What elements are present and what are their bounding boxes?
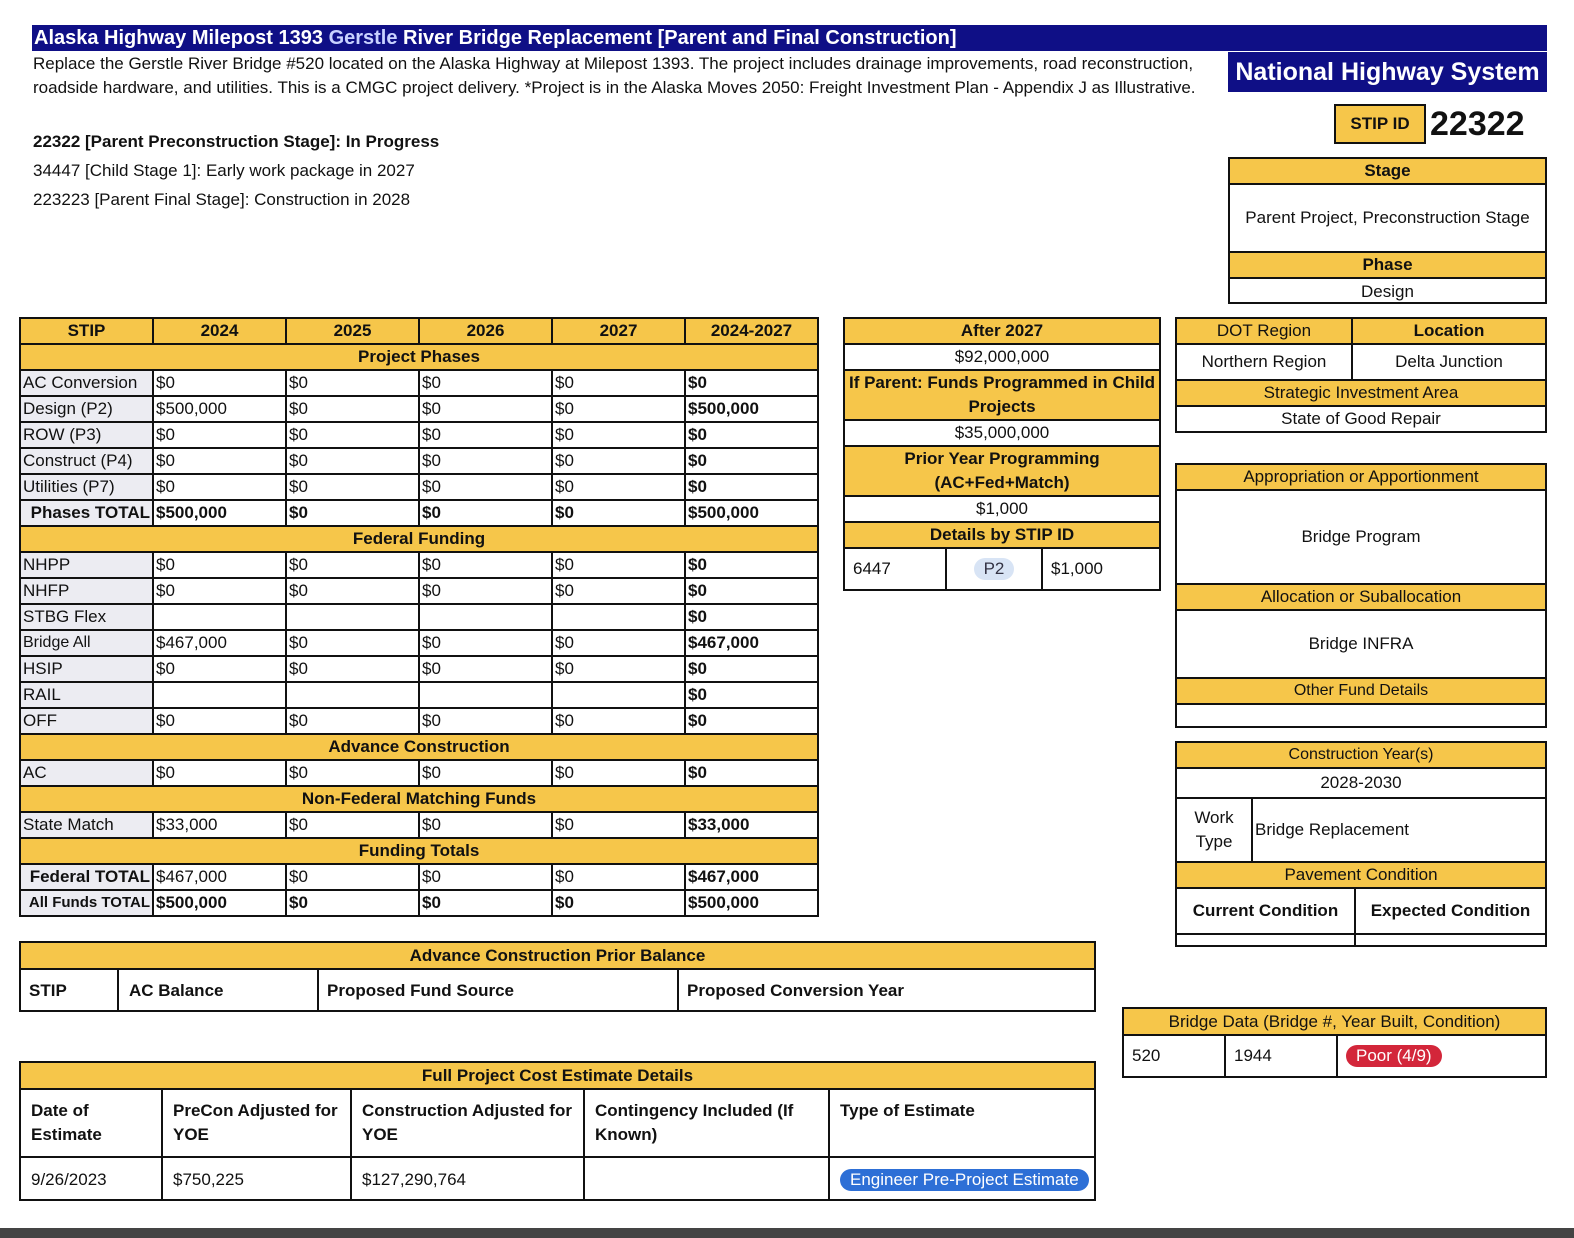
cell-value: $0 [419,448,552,474]
table-row [20,500,818,526]
cell-value: $0 [286,708,419,734]
cell-value: $0 [153,708,286,734]
row-label: STBG Flex [20,604,153,630]
bridge-data-box [1122,1007,1547,1078]
cell-value: $500,000 [153,500,286,526]
ac-prior-header: STIP [21,970,119,1012]
prior-year-value: $1,000 [844,496,1160,522]
details-label: Details by STIP ID [844,522,1160,548]
other-fund-value [1177,705,1545,728]
table-row [20,552,818,578]
col-header: STIP [20,318,153,344]
cell-value: $500,000 [685,396,818,422]
section-header: Advance Construction [20,734,818,760]
row-label: OFF [20,708,153,734]
cell-value: $0 [685,708,818,734]
ac-prior-header: Proposed Conversion Year [687,981,904,1000]
row-label: Construct (P4) [20,448,153,474]
estimate-header: Type of Estimate [840,1101,975,1120]
project-description: Replace the Gerstle River Bridge #520 located on the Alaska Highway at Milepost 1393. The project includes drainage improvements, road reconstruction, roadside hardware, and utilities. This is a CMGC project delivery. *Project is in the Alaska Moves 2050: Freight Investment Plan - Appendix J as Illustrative. [33,54,1196,97]
ac-prior-balance-box [19,941,1096,1012]
cell-value: $0 [552,396,685,422]
estimate-precon: $750,225 [163,1158,352,1201]
table-row [20,864,818,890]
cell-value: $0 [153,552,286,578]
row-label: NHFP [20,578,153,604]
current-condition-value [1177,935,1356,947]
ac-prior-header: Proposed Fund Source [319,970,679,1012]
cell-value: $0 [552,370,685,396]
after-2027-value: $92,000,000 [844,344,1160,370]
cell-value: $467,000 [685,864,818,890]
estimate-title: Full Project Cost Estimate Details [21,1063,1094,1090]
row-label: All Funds TOTAL [20,890,153,916]
funding-table [19,317,819,917]
cell-value: $0 [153,448,286,474]
cell-value: $0 [419,578,552,604]
cell-value: $0 [286,474,419,500]
table-row [20,656,818,682]
cell-value [286,604,419,630]
cell-value [153,604,286,630]
row-label: Phases TOTAL [20,500,153,526]
approp-value: Bridge Program [1177,491,1545,585]
cell-value [552,682,685,708]
table-row [20,760,818,786]
cell-value: $0 [286,760,419,786]
details-amount: $1,000 [1042,548,1160,590]
cell-value: $467,000 [153,630,286,656]
table-row [20,682,818,708]
estimate-contingency [585,1158,830,1201]
estimate-date: 9/26/2023 [21,1158,163,1201]
cell-value: $467,000 [153,864,286,890]
expected-condition-label: Expected Condition [1370,901,1531,920]
table-row [20,890,818,916]
stage-label: Stage [1230,159,1545,185]
cell-value: $0 [286,552,419,578]
cell-value: $33,000 [685,812,818,838]
cell-value: $0 [153,474,286,500]
cell-value: $33,000 [153,812,286,838]
work-type-value: Bridge Replacement [1255,820,1410,839]
cell-value: $0 [286,656,419,682]
cell-value: $0 [552,656,685,682]
table-row [20,630,818,656]
cell-value: $500,000 [153,396,286,422]
cell-value: $0 [419,474,552,500]
cy-value: 2028-2030 [1177,769,1545,799]
cell-value: $0 [419,812,552,838]
estimate-header: PreCon Adjusted for YOE [163,1090,352,1156]
estimate-header: Contingency Included (If Known) [585,1090,830,1156]
pavement-label: Pavement Condition [1177,863,1545,889]
child-funds-value: $35,000,000 [844,420,1160,446]
bridge-condition-badge: Poor (4/9) [1346,1045,1442,1067]
col-header: 2025 [286,318,419,344]
section-header: Funding Totals [20,838,818,864]
estimate-header: Date of Estimate [21,1090,163,1156]
row-label: RAIL [20,682,153,708]
phase-value: Design [1361,282,1414,301]
alloc-label: Allocation or Suballocation [1177,585,1545,611]
title-highlight: Gerstle [328,27,398,49]
details-stip: 6447 [844,548,946,590]
estimate-construction: $127,290,764 [352,1158,585,1201]
table-row [20,370,818,396]
cell-value [419,604,552,630]
row-label: NHPP [20,552,153,578]
col-header: 2024-2027 [685,318,818,344]
cell-value: $0 [552,864,685,890]
table-row [20,474,818,500]
cell-value: $500,000 [685,500,818,526]
bridge-data-label: Bridge Data (Bridge #, Year Built, Condition) [1124,1009,1545,1036]
stip-id-value: 22322 [1430,105,1525,143]
title-post: River Bridge Replacement [Parent and Final Construction] [397,27,957,49]
cell-value: $0 [685,552,818,578]
cell-value: $0 [286,396,419,422]
section-header: Project Phases [20,344,818,370]
expected-condition-value [1356,935,1545,947]
stip-id-label: STIP ID [1334,104,1426,144]
ac-prior-title: Advance Construction Prior Balance [21,943,1094,970]
cell-value: $0 [552,708,685,734]
system-badge: National Highway System [1228,52,1547,92]
cell-value: $0 [685,656,818,682]
cell-value: $0 [419,396,552,422]
estimate-type-badge: Engineer Pre-Project Estimate [840,1169,1089,1191]
region-label: DOT Region [1176,318,1352,344]
after-2027-label: After 2027 [844,318,1160,344]
details-phase-chip: P2 [974,558,1015,580]
construction-box [1175,741,1547,947]
cell-value: $0 [685,370,818,396]
cell-value: $0 [419,864,552,890]
stage-line-3: 223223 [Parent Final Stage]: Construction in 2028 [33,190,411,209]
estimate-box [19,1061,1096,1201]
work-type-label: Work Type [1177,799,1253,861]
cell-value: $0 [685,448,818,474]
cell-value: $0 [286,630,419,656]
child-funds-label: If Parent: Funds Programmed in Child Projects [844,370,1160,420]
cell-value: $0 [552,474,685,500]
table-row [20,604,818,630]
estimate-header: Construction Adjusted for YOE [352,1090,585,1156]
table-header-row [20,318,818,344]
cell-value: $500,000 [685,890,818,916]
cell-value: $0 [153,370,286,396]
cell-value [552,604,685,630]
cell-value: $0 [153,578,286,604]
project-title [32,25,1547,51]
row-label: Federal TOTAL [20,864,153,890]
cell-value: $0 [286,890,419,916]
cell-value: $0 [552,890,685,916]
table-row [20,396,818,422]
cell-value: $0 [552,578,685,604]
cell-value: $0 [552,812,685,838]
phase-label: Phase [1230,253,1545,279]
sia-label: Strategic Investment Area [1176,380,1546,406]
row-label: State Match [20,812,153,838]
bottom-bar [0,1228,1574,1238]
cell-value [153,682,286,708]
cell-value: $0 [286,812,419,838]
cy-label: Construction Year(s) [1177,743,1545,769]
prior-year-label: Prior Year Programming (AC+Fed+Match) [844,446,1160,496]
section-header: Non-Federal Matching Funds [20,786,818,812]
cell-value: $0 [419,656,552,682]
cell-value [286,682,419,708]
section-header: Federal Funding [20,526,818,552]
bridge-number: 520 [1124,1036,1226,1076]
row-label: ROW (P3) [20,422,153,448]
cell-value: $467,000 [685,630,818,656]
cell-value: $0 [419,890,552,916]
cell-value: $0 [286,864,419,890]
bridge-year: 1944 [1226,1036,1338,1076]
title-pre: Alaska Highway Milepost 1393 [34,27,329,49]
row-label: AC Conversion [20,370,153,396]
region-table [1175,317,1547,433]
col-header: 2024 [153,318,286,344]
cell-value: $0 [419,760,552,786]
table-row [20,578,818,604]
cell-value: $0 [286,422,419,448]
cell-value: $0 [552,448,685,474]
cell-value: $0 [552,500,685,526]
cell-value: $0 [153,422,286,448]
stage-value: Parent Project, Preconstruction Stage [1230,185,1545,253]
cell-value: $500,000 [153,890,286,916]
stage-line-1: 22322 [Parent Preconstruction Stage]: In Progress [33,132,440,151]
cell-value: $0 [419,630,552,656]
cell-value: $0 [685,422,818,448]
cell-value: $0 [419,708,552,734]
appropriation-box [1175,463,1547,728]
current-condition-label: Current Condition [1177,889,1356,933]
row-label: AC [20,760,153,786]
cell-value: $0 [286,500,419,526]
cell-value: $0 [153,656,286,682]
cell-value: $0 [685,604,818,630]
cell-value: $0 [552,760,685,786]
other-fund-label: Other Fund Details [1177,679,1545,705]
row-label: Design (P2) [20,396,153,422]
table-row [20,448,818,474]
cell-value: $0 [286,578,419,604]
stage-box [1228,157,1547,304]
col-header: 2027 [552,318,685,344]
location-value: Delta Junction [1352,344,1546,380]
approp-label: Appropriation or Apportionment [1177,465,1545,491]
cell-value: $0 [286,448,419,474]
row-label: HSIP [20,656,153,682]
cell-value: $0 [552,422,685,448]
cell-value: $0 [419,552,552,578]
cell-value: $0 [685,474,818,500]
cell-value: $0 [685,760,818,786]
table-row [20,812,818,838]
stage-line-2: 34447 [Child Stage 1]: Early work package in 2027 [33,161,415,180]
region-value: Northern Region [1176,344,1352,380]
cell-value: $0 [419,370,552,396]
cell-value: $0 [153,760,286,786]
row-label: Bridge All [20,630,153,656]
table-row [20,422,818,448]
alloc-value: Bridge INFRA [1177,611,1545,679]
cell-value: $0 [419,422,552,448]
cell-value: $0 [552,552,685,578]
col-header: 2026 [419,318,552,344]
sia-value: State of Good Repair [1176,406,1546,432]
table-row [20,708,818,734]
cell-value: $0 [552,630,685,656]
cell-value [419,682,552,708]
cell-value: $0 [286,370,419,396]
after-2027-table [843,317,1161,591]
cell-value: $0 [685,682,818,708]
ac-prior-header: AC Balance [119,970,319,1012]
location-label: Location [1352,318,1546,344]
row-label: Utilities (P7) [20,474,153,500]
cell-value: $0 [419,500,552,526]
cell-value: $0 [685,578,818,604]
